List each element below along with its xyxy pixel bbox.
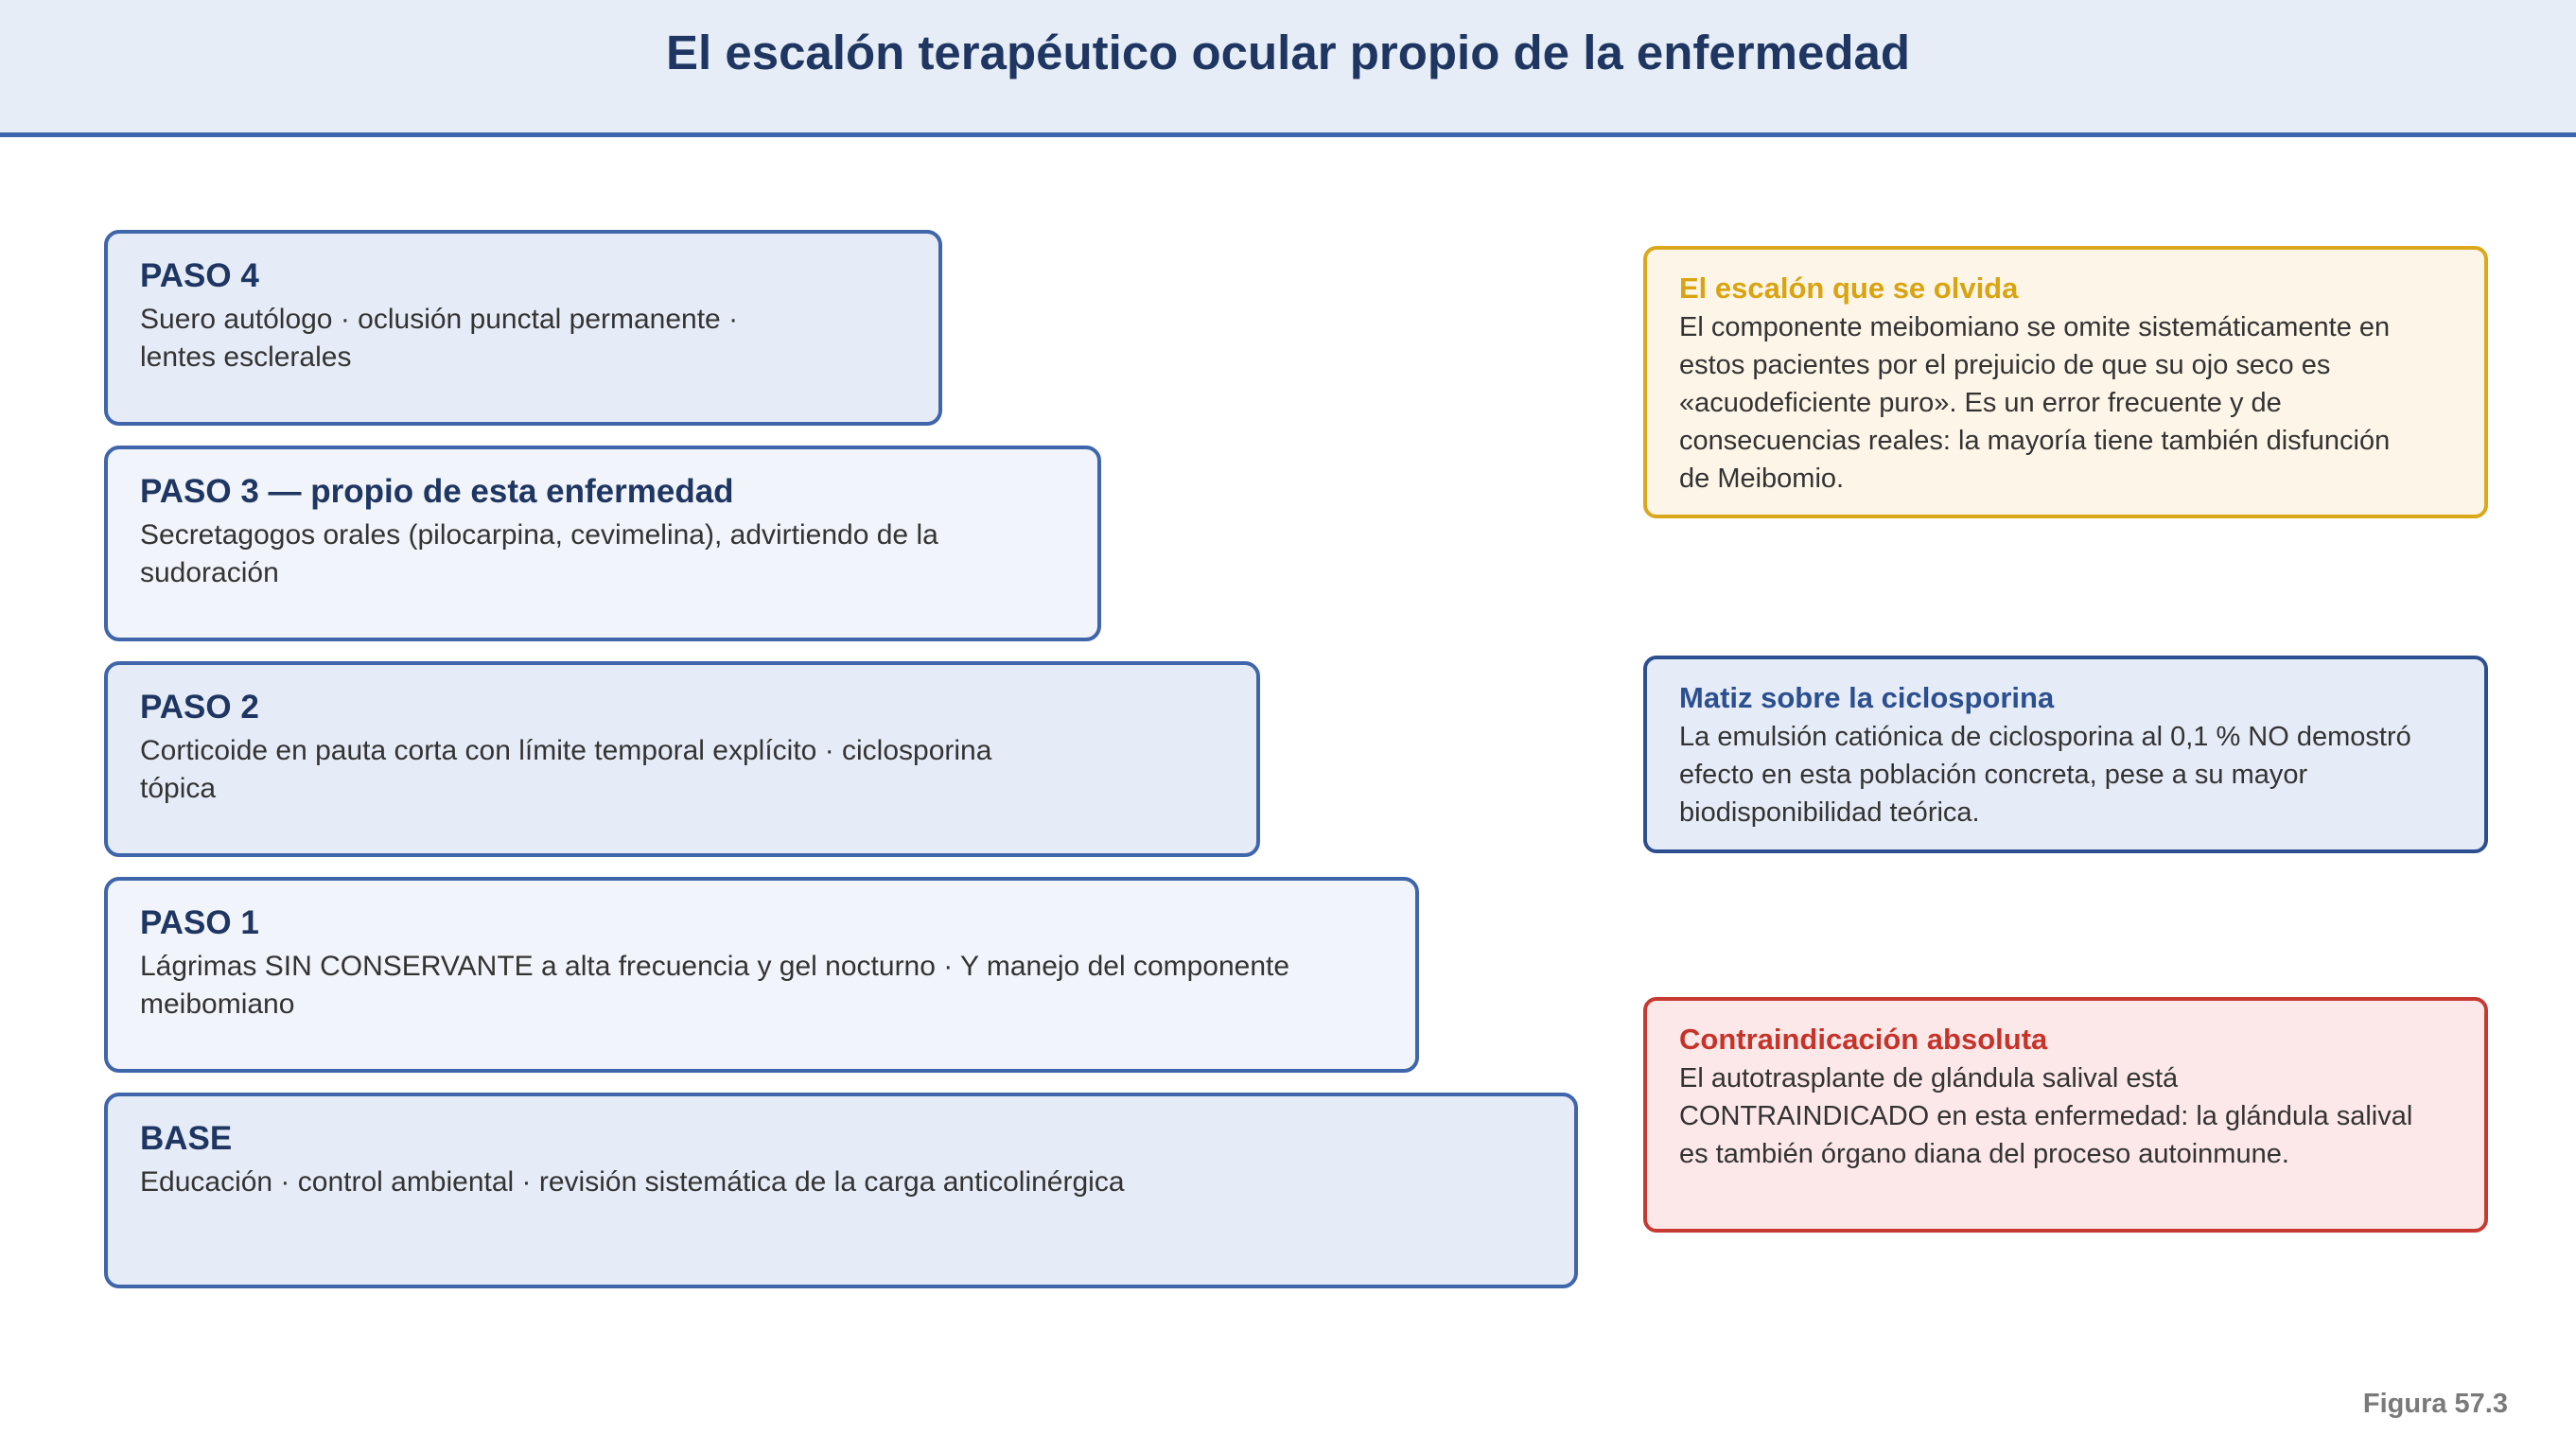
header-bar [0, 0, 2576, 137]
note-forgotten-step [1643, 246, 2488, 518]
step-description: Educación · control ambiental · revisión sistemática de la carga anticolinérgica [140, 1166, 1125, 1198]
step-description: Corticoide en pauta corta con límite temporal explícito · ciclosporina tópica [140, 735, 992, 804]
figure-label: Figura 57.3 [2362, 1389, 2508, 1419]
step-description: Secretagogos orales (pilocarpina, cevimelina), advirtiendo de la sudoración [140, 519, 938, 588]
note-cyclosporine [1643, 656, 2488, 853]
step-title: PASO 1 [140, 904, 259, 941]
note-contraindication [1643, 997, 2488, 1233]
note-title: El escalón que se olvida [1679, 271, 2019, 305]
note-title: Contraindicación absoluta [1679, 1023, 2048, 1056]
note-title: Matiz sobre la ciclosporina [1679, 681, 2055, 714]
step-description: Lágrimas SIN CONSERVANTE a alta frecuencia y gel nocturno · Y manejo del componente meibomiano [140, 951, 1290, 1020]
step-title: BASE [140, 1120, 233, 1157]
step-paso-3 [104, 446, 1101, 641]
step-title: PASO 2 [140, 689, 259, 726]
step-paso-4 [104, 230, 942, 426]
step-title: PASO 4 [140, 257, 259, 294]
step-title: PASO 3 — propio de esta enfermedad [140, 473, 734, 510]
step-description: Suero autólogo · oclusión punctal permanente · lentes esclerales [140, 304, 739, 373]
note-text: El componente meibomiano se omite sistemáticamente en estos pacientes por el prejuicio de que su ojo seco es «acuodeficiente puro». Es un error frecuente y de consecuencias reales: la mayoría tiene también disfunción de Meibomio. [1679, 312, 2391, 494]
step-paso-2 [104, 661, 1260, 857]
note-text: La emulsión catiónica de ciclosporina al 0,1 % NO demostró efecto en esta población concreta, pese a su mayor biodisponibilidad teórica. [1679, 722, 2411, 828]
step-base [104, 1093, 1578, 1288]
step-paso-1 [104, 877, 1419, 1073]
page-title: El escalón terapéutico ocular propio de la enfermedad [665, 26, 1911, 79]
note-text: El autotrasplante de glándula salival está CONTRAINDICADO en esta enfermedad: la glándula salival es también órgano diana del proceso autoinmune. [1679, 1063, 2413, 1169]
